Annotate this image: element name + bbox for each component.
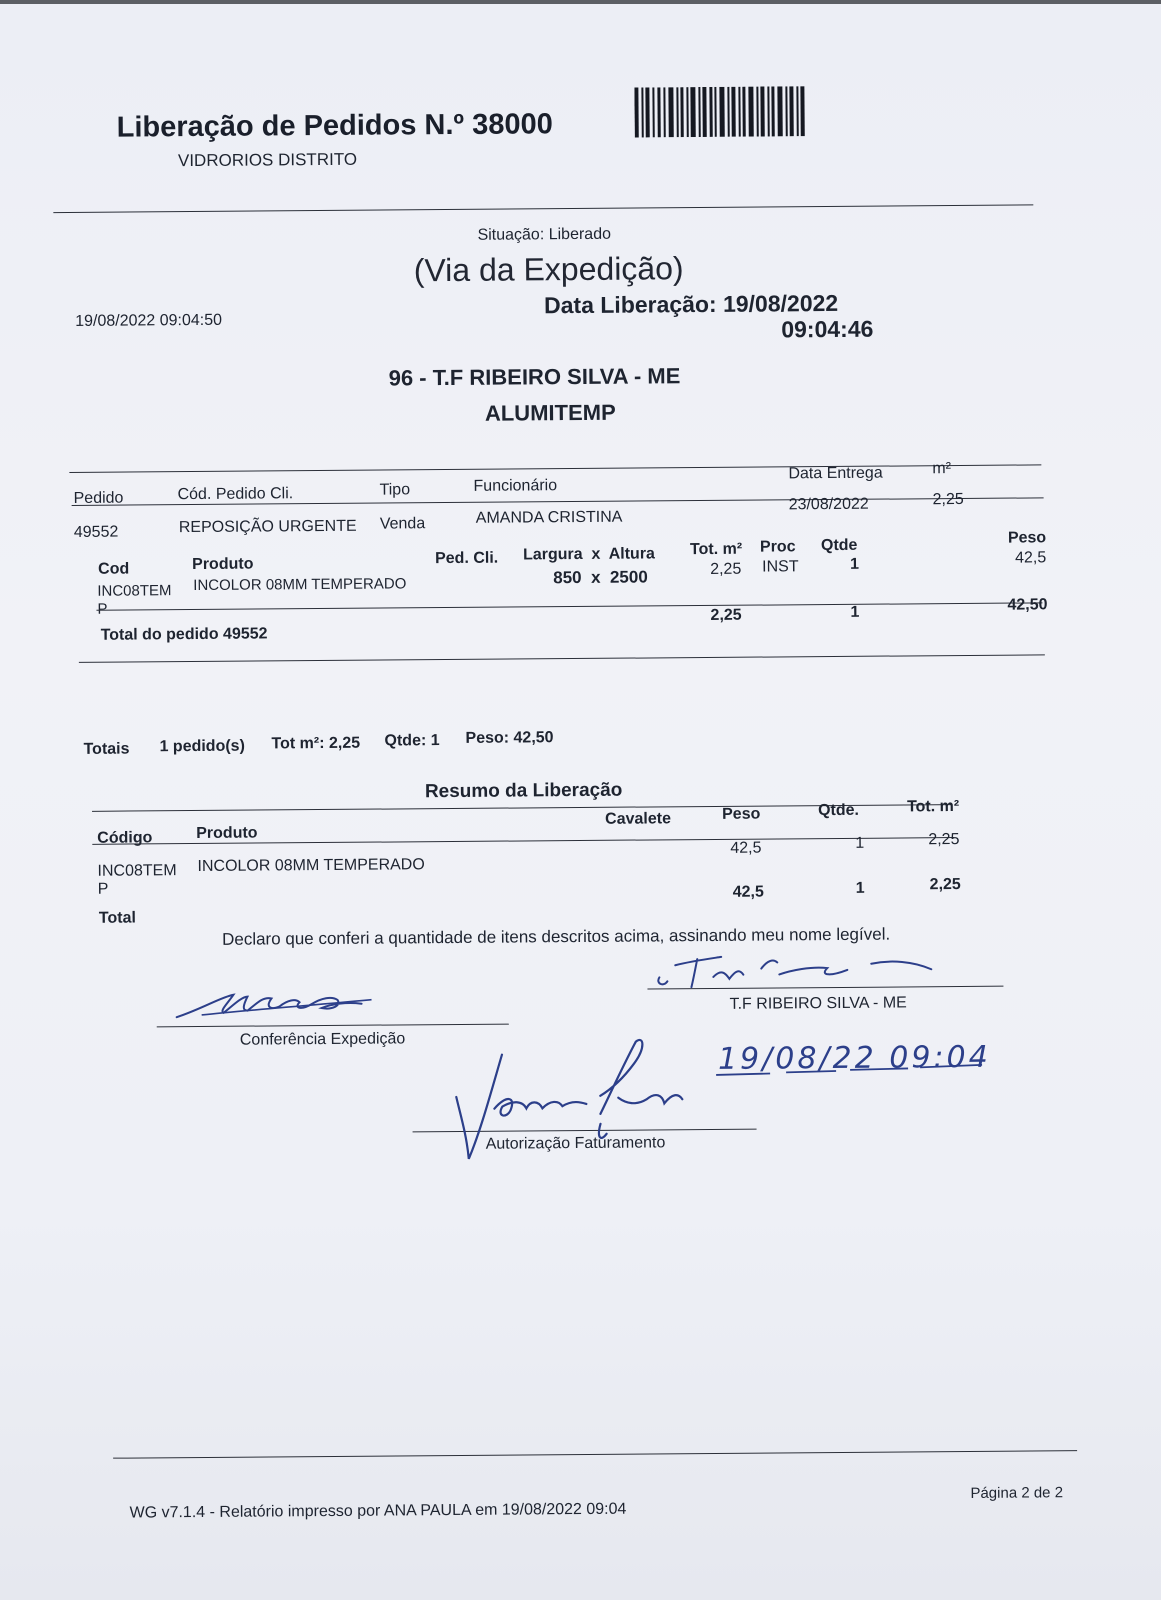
- col-proc: Proc: [759, 538, 796, 556]
- col-largura-altura: Largura x Altura: [522, 545, 655, 564]
- summary-col-peso: Peso: [722, 805, 761, 823]
- order-total-m2: 2,25: [710, 606, 742, 624]
- client-signature-label: T.F RIBEIRO SILVA - ME: [729, 994, 907, 1013]
- order-total-qtde: 1: [850, 603, 860, 621]
- company-name: VIDRORIOS DISTRITO: [177, 149, 358, 171]
- item-proc: INST: [762, 558, 799, 576]
- order-total-peso: 42,50: [1007, 596, 1048, 614]
- summary-product: INCOLOR 08MM TEMPERADO: [197, 856, 425, 876]
- handwritten-date: [712, 1031, 1002, 1083]
- totals-m2: Tot m²: 2,25: [271, 734, 361, 753]
- item-code-line1: INC08TEM: [97, 582, 172, 600]
- barcode: [634, 86, 809, 137]
- summary-total-tot-m2: 2,25: [929, 876, 961, 894]
- summary-col-produto: Produto: [196, 824, 258, 843]
- col-funcionario: Funcionário: [473, 477, 558, 495]
- totals-qtde: Qtde: 1: [384, 732, 440, 750]
- summary-total-label: Total: [98, 909, 136, 927]
- order-employee: AMANDA CRISTINA: [475, 508, 623, 527]
- order-total-rule: [96, 602, 1042, 610]
- declaration-text: Declaro que conferi a quantidade de itens descritos acima, assinando meu nome legível.: [221, 924, 891, 949]
- footer-printed-by: WG v7.1.4 - Relatório impresso por ANA PAULA em 19/08/2022 09:04: [129, 1500, 627, 1522]
- col-cod: Cod: [98, 560, 130, 578]
- item-tot-m2: 2,25: [710, 560, 742, 578]
- summary-code-line1: INC08TEM: [97, 862, 177, 880]
- item-code-line2: P: [97, 600, 108, 618]
- col-ped-cli: Ped. Cli.: [435, 549, 499, 568]
- order-m2: 2,25: [932, 490, 964, 509]
- conferencia-label: Conferência Expedição: [239, 1030, 406, 1049]
- order-total-label: Total do pedido 49552: [100, 625, 268, 644]
- print-datetime: 19/08/2022 09:04:50: [75, 311, 223, 330]
- order-number: 49552: [73, 523, 119, 541]
- client-signature: [651, 945, 951, 997]
- order-delivery-date: 23/08/2022: [788, 495, 869, 514]
- summary-total-peso: 42,5: [732, 883, 764, 901]
- copy-label: (Via da Expedição): [413, 250, 684, 289]
- order-client-code: REPOSIÇÃO URGENTE: [178, 517, 357, 537]
- autorizacao-label: Autorização Faturamento: [485, 1134, 666, 1153]
- summary-col-qtde: Qtde.: [817, 801, 860, 820]
- summary-col-tot-m2: Tot. m²: [906, 798, 960, 816]
- footer-page-number: Página 2 de 2: [970, 1484, 1064, 1502]
- col-m2: m²: [932, 460, 952, 478]
- status-text: Situação: Liberado: [477, 225, 612, 244]
- col-qtde: Qtde: [820, 536, 858, 555]
- autorizacao-signature: [450, 1033, 711, 1175]
- item-product: INCOLOR 08MM TEMPERADO: [193, 575, 407, 595]
- svg-text:19/08/22 09:04: 19/08/22 09:04: [717, 1039, 991, 1077]
- col-tipo: Tipo: [379, 481, 411, 499]
- totals-peso: Peso: 42,50: [465, 729, 554, 747]
- document-title: Liberação de Pedidos N.º 38000: [116, 108, 553, 144]
- order-table-bottom-rule: [79, 654, 1045, 663]
- client-name: 96 - T.F RIBEIRO SILVA - ME: [388, 363, 681, 391]
- summary-qtde: 1: [855, 834, 865, 852]
- col-data-entrega: Data Entrega: [788, 464, 883, 483]
- summary-total-qtde: 1: [855, 879, 865, 897]
- order-type: Venda: [379, 515, 426, 533]
- col-cod-pedido-cli: Cód. Pedido Cli.: [177, 485, 294, 504]
- col-produto: Produto: [192, 555, 254, 574]
- summary-col-codigo: Código: [97, 829, 153, 847]
- summary-tot-m2: 2,25: [928, 831, 960, 849]
- item-qtde: 1: [850, 555, 860, 573]
- col-pedido: Pedido: [73, 489, 124, 507]
- summary-col-cavalete: Cavalete: [605, 810, 672, 828]
- summary-code-line2: P: [97, 880, 109, 898]
- summary-title: Resumo da Liberação: [424, 779, 623, 803]
- col-tot-m2: Tot. m²: [689, 540, 743, 559]
- document-paper: [0, 4, 1161, 1600]
- header-divider: [53, 204, 1033, 213]
- item-dimensions: 850 x 2500: [553, 567, 648, 588]
- release-date: Data Liberação: 19/08/2022: [543, 289, 839, 319]
- summary-peso: 42,5: [730, 839, 762, 857]
- totals-pedidos: 1 pedido(s): [159, 737, 245, 756]
- order-table-top-rule: [69, 464, 1041, 473]
- col-peso: Peso: [1007, 529, 1047, 547]
- client-subtitle: ALUMITEMP: [484, 399, 616, 426]
- release-time: 09:04:46: [781, 315, 874, 343]
- document-sheet: [0, 4, 1161, 1600]
- conferencia-signature: [171, 983, 391, 1025]
- item-peso: 42,5: [1015, 549, 1047, 567]
- totals-label: Totais: [83, 740, 130, 758]
- footer-rule: [113, 1450, 1077, 1459]
